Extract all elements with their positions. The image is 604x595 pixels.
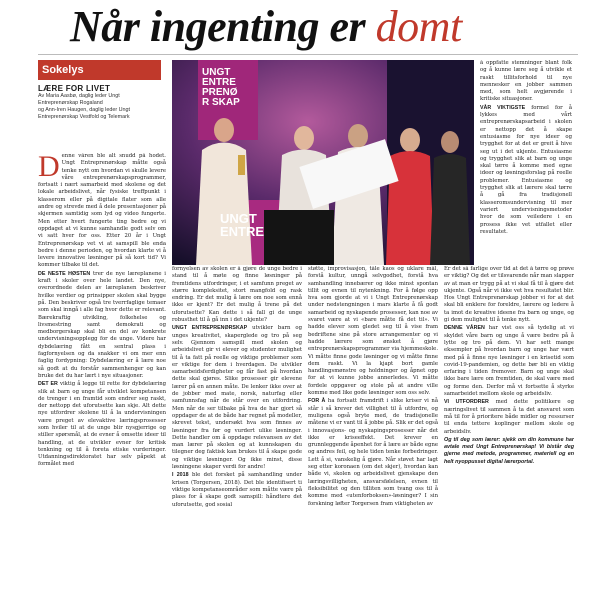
paragraph: formel for å lykkes med vårt entreprenørskapsarbeid i skolen er nettopp det å skape entusiasme for nye ideer og trygghet for at det er greit å hive seg ut i det ukjente. Entusiasme og trygghet slik at barn og unge skal tørre å komme med egne ideer og løsningsforslag på reelle problemer. Entusiasme og trygghet slik at lærere skal tørre å gå fra tradisjonell klasseromsundervisning til mer variert undervisningsmetoder hvor de som veiledere i en prosess ikke vet utfallet eller resultatet. (480, 104, 572, 235)
photo-banner-text: UNGT ENTRE PRENØ R SKAP (202, 67, 240, 108)
paragraph: ha fortsatt framdrift i slike kriser vi nå står i så krever det villighet til å utfordre, og muligens også bryte med, de tradisjonelle måtene vi er vant til å jobbe på. Slik er det også i innovasjons- og nyskapingsprosesser når det ikke er kriseeffekt. Det krever en grunnleggende åpenhet for å lære av både egne og andres feil, og hele tiden tenke forbedringer. Lett å si, vanskelig å gjøre. Når støvet har lagt seg etter koronaen (om det skjer), hvordan kan både vi, skolen og arbeidslivet gjenskape den læringsvilligheten, ansvarsfølelsen, evnen til fleksibilitet og den tilliten som tvang oss til å komme med «utenforboksen»-løsninger? I sin forskning løfter Torgersen fram viktigheten av (308, 398, 438, 507)
paragraph: Er det så farlige over tid at det å tørre og prøve er viktig? Og det er tilsvarende når man slapper av at man er trygg på at vi skal få til å gjøre det ukjente. Også når vi ikke vet hva resultatet blir. Hos Ungt Entreprenørskap jobber vi for at det skal bli enklere for foreldre, lærere og ledere å ta imot de kreative ideene fra barn og unge, og gi dem mulighet til å tenke nytt. (444, 266, 574, 324)
paragraph: har vist oss så tydelig at vi skyldet våre barn og unge å være bedre på å lytte og tro på dem. Vi har sett mange eksempler på hvordan barn og unge har vært med på å finne nye løsninger i en krisetid som covid-19-pandemien, og dette bør bli en viktig erfaring i tiden fremover. Barn og unge skal ikke bare lære om fremtiden, de skal være med og forme den. Derfor må vi fortsette å styrke samarbeidet mellom skole og arbeidsliv. (444, 325, 574, 398)
paragraph: å oppfatte stemninger blant folk og å kunne lære seg å utvikle et raskt tillitsforhold til nye mennesker en jobber sammen med, som helt avgjørende i kritiske situasjoner. (480, 60, 572, 103)
paragraph: utvikler barn og unges kreativitet, skaperglede og tro på seg selv. Gjennom samspill med skolen og arbeidslivet gir vi elever og studenter mulighet til å ta fatt på reelle og viktige problemer som er viktige for dem i hverdagen. De utvikler samarbeidsferdigheter og får fast på hvordan dette skal gjøres. Slike prosesser gir elevene lærer på en annen måte. De lenker ikke over at de jobber med mate, norsk, naturfag eller samfunnsfag når de står over en utfordring. Men når de ser tilbake på hva de har gjort så oppdager de at de både har regnet på modeller, skrevet tekst, undersøkt hva som finnes av løsninger fra før og vurdert ulike løsninger. Dette handler om å oppdage relevansen av det man lærer på skolen og at kunnskapen du tilegner deg faktisk kan brukes til å skape gode og viktige løsninger. Og ikke minst, disse løsningene skaper verdi for andre! (172, 325, 302, 471)
section-lead: VI UTFORDRER (444, 399, 489, 406)
closing-note: Og til deg som lærer: sjekk om din kommune har avtale med Ungt Entreprenørskap! Vi bistår deg gjerne med metode, programmer, materiell og en helt nyoppusset digital lærerportal. (444, 436, 574, 465)
headline-part-1: Når ingenting er (70, 2, 366, 51)
section-lead: DE NESTE HØSTEN (38, 270, 91, 277)
drop-cap: D (38, 153, 60, 183)
article-column-3 (308, 266, 438, 593)
paragraph: trer de nye læreplanene i kraft i skoler over hele landet. Den nye, overordnede delen av læreplanen beskriver hvilke verdier og prinsipper skolen skal bygge på. Den beskriver også tre tverrfaglige temaer som skal inngå i alle fag hvor dette er relevant. Bærekraftig utvikling, folkehelse og livsmestring samt demokrati og medborgerskap skal bli en del av konkrete undervisningsopplegg for de unge. Videre har dybdelæring fått en sentral plass i fagfornyelsen og da snakker vi om mer enn faglig fordypning: Dybdelæring er å lære noe så godt at du forstår sammenhenger og kan bruke det du har lært i nye situasjoner. (38, 270, 166, 379)
section-lead: UNGT ENTREPRENØRSKAP (172, 325, 248, 332)
headline-part-2: domt (375, 2, 462, 51)
headline-rule (38, 54, 578, 55)
section-lead: VÅR VIKTIGSTE (480, 104, 526, 111)
podium-banner-text: UNGT ENTRE (220, 211, 265, 239)
event-photo (172, 60, 474, 265)
section-lead: I 2018 (172, 472, 189, 479)
section-kicker: Sokelys (38, 60, 161, 80)
section-lead: DET ER (38, 381, 58, 388)
section-lead: FOR Å (308, 398, 326, 405)
article-column-4 (480, 60, 572, 265)
article-column-1 (38, 153, 166, 593)
paragraph: enne våren ble alt snudd på hodet. Ungt Entreprenørskap måtte også tenke nytt om hvordan vi skulle levere våre entreprenørskapsprogrammer, fortsatt i nært samarbeid med skolene og det lokale arbeidslivet, når fysiske treffpunkt i klasserom eller på digitale flater som alle andre og strevde med å dele presentasjoner på skjermen samtidig som lyd og video fungerte. Men etter hvert fungerte ting bedre og vi oppdaget at vi kunne samhandle godt selv om vi satt hver for oss. Etter 20 år i Ungt Entreprenørskap vet vi at samspill ble enda bedre i denne perioden, og hvordan klarte vi å levere innovative løsninger på så kort tid? Vi kommer tilbake til det. (38, 153, 166, 269)
paragraph: ble det forsket på samhandling under krisen (Torgersen, 2018). Det ble identifisert ti viktige kompetanseområder som måtte være på plass for å skape godt samspill: håndtere det uforutsette, god sosial (172, 472, 302, 508)
article-column-5 (444, 266, 574, 593)
byline-line: Entreprenørskap Rogaland (38, 100, 103, 106)
paragraph: viktig å legge til rette for dybdelæring slik at barn og unge får utviklet kompetansen de trenger i en framtid som endrer seg raskt, der nettopp det uforutsette kan skje. Alt dette nye utfordrer skolene til å la undervisningen være preget av elevaktive læringsprosesser som hviler til at de unge blir nysgjerrige og stiller spørsmål, at de evner å omsette ideer til handling, at de utvikler evner for kritisk tenkning og til å foreta etiske vurderinger. Utdanningsdirektoratet har selv påpekt at formålet med (38, 381, 166, 468)
byline (38, 84, 168, 144)
section-lead: DENNE VÅREN (444, 325, 485, 332)
article-column-2 (172, 266, 302, 593)
paragraph: med dette politikere og næringslivet til sammen å ta det ansvaret som må til for å prioritere både midler og ressurser til enda tettere koplinger mellom skole og arbeidsliv. (444, 399, 574, 435)
paragraph: støtte, improvisasjon, tåle kaos og uklare mål, forstå kultur, unngå selvgodhet, forstå hva samhandling innebærer og ikke minst spontan tillit og evnen til nytenkning. For å følge opp hva som gjorde at vi i Ungt Entreprenørskap under nedstengningen i mars klarte å få godt samarbeid og nyskapende prosesser, kan noe av svaret være at vi «bare måtte få det til». Vi hadde elever som gledet seg til å vise fram bedriftene sine på store arrangementer og vi hadde lærere som ønsket å gjøre entreprenørskapsprogrammer via hjemmeskole. Vi måtte finne gode løsninger og vi måtte finne dem raskt. Vi la kjapt bort gamle handlingsmønstre og holdninger og åpnet opp for at vi kunne jobbe annerledes. Vi måtte fordele oppgaver og stole på at andre ville komme med like gode løsninger som oss selv. (308, 266, 438, 397)
paragraph: fornyelsen av skolen er å gjøre de unge bedre i stand til å møte og finne løsninger på fremtidens utfordringer, i et samfunn preget av større kompleksitet, stort mangfold og rask endring. Er det mulig å lære om noe som ennå ikke er kjent? Er det mulig å trene på det uforutsette? Kan dette i så fall gi de unge robusthet til å gå inn i det ukjente? (172, 266, 302, 324)
byline-line: og Ann-Iren Haugen, daglig leder Ungt (38, 107, 131, 113)
headline (70, 2, 540, 52)
byline-line: Av Maria Aasbø, daglig leder Ungt (38, 93, 120, 99)
byline-title: LÆRE FOR LIVET (38, 84, 111, 93)
byline-line: Entreprenørskap Vestfold og Telemark (38, 114, 130, 120)
